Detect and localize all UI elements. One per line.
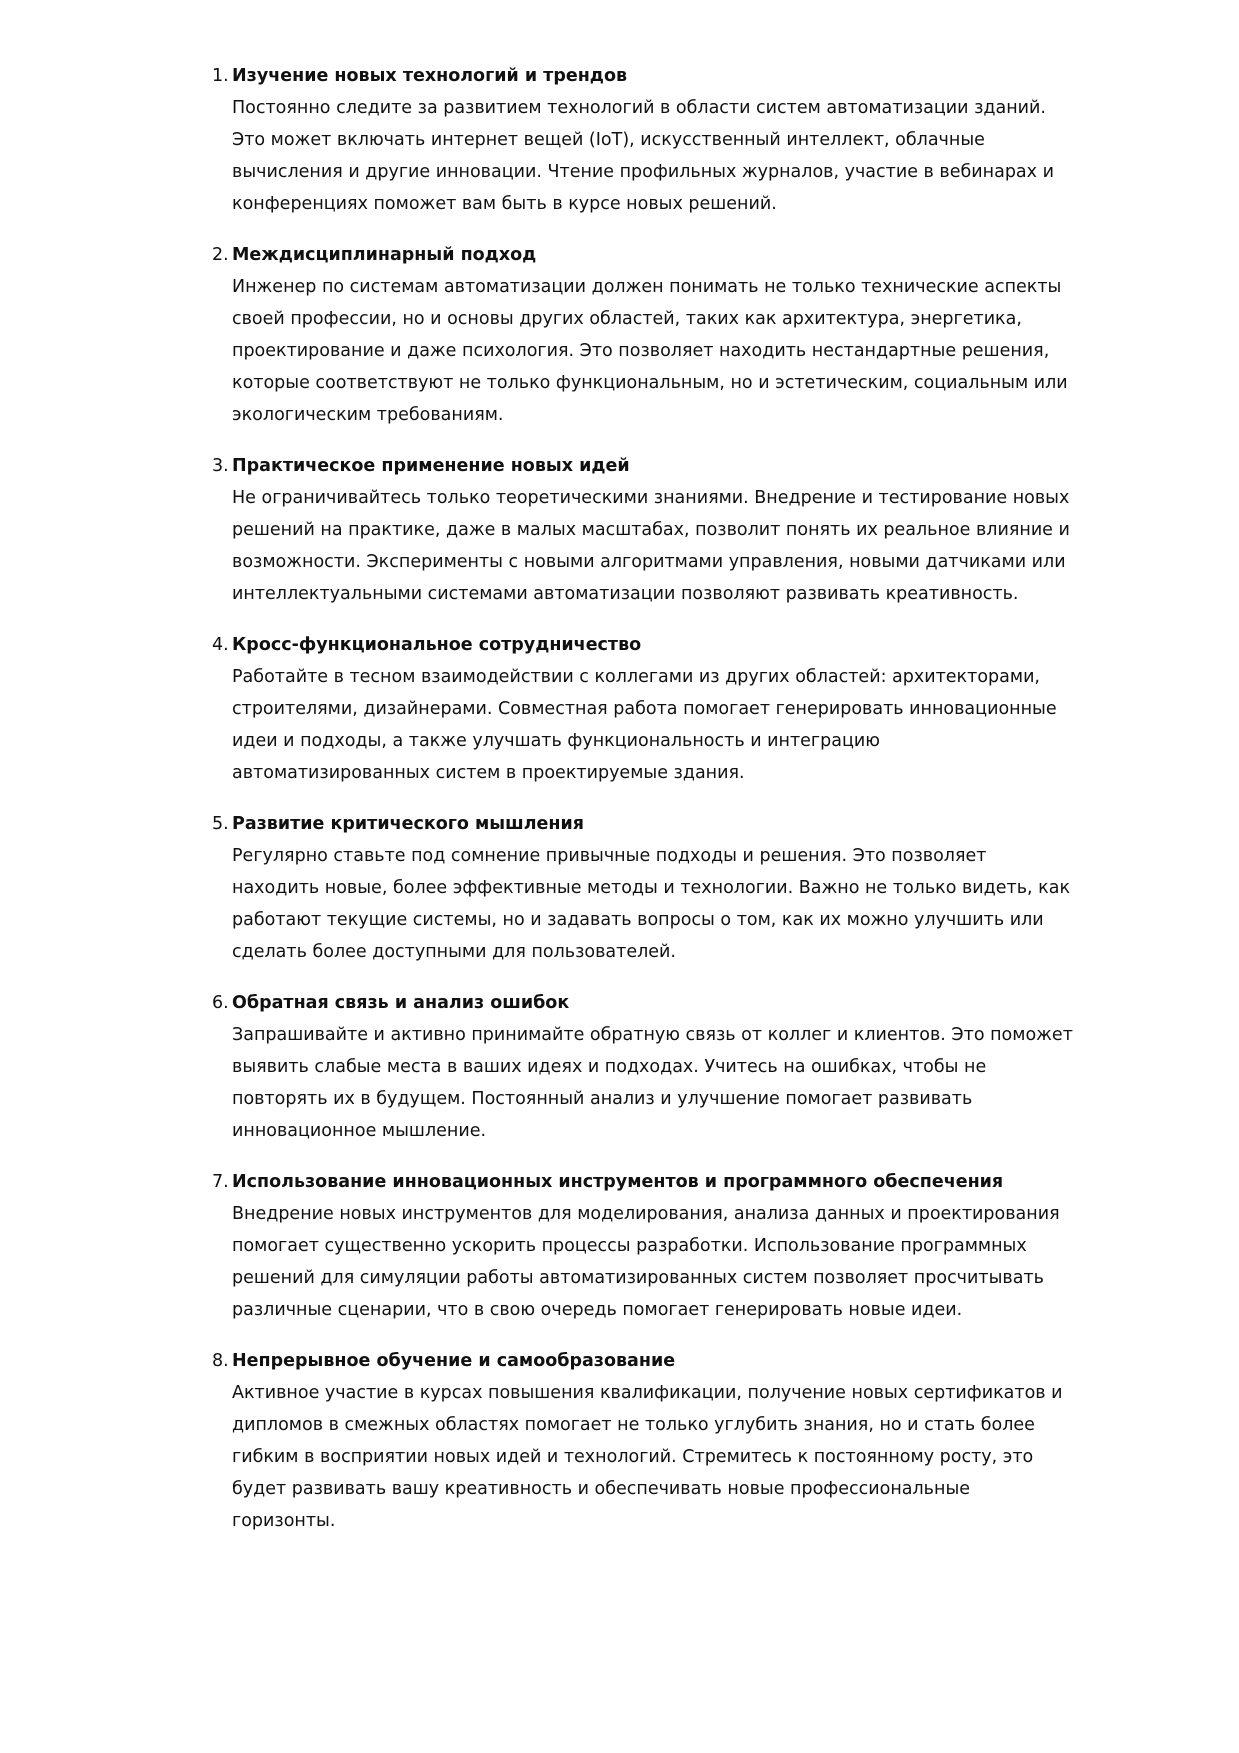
- item-number: 6.: [212, 993, 229, 1013]
- list-item: [196, 1166, 1076, 1326]
- item-text: Постоянно следите за развитием технологий в области систем автоматизации зданий. Это может включать интернет вещей (IoT), искусственный интеллект, облачные вычисления и другие инновации. Чтение профильных журналов, участие в вебинарах и конференциях поможет вам быть в курсе новых решений.: [232, 98, 1054, 214]
- list-item: [196, 1345, 1076, 1537]
- item-title: Использование инновационных инструментов и программного обеспечения: [232, 1172, 1004, 1192]
- list-item: [196, 629, 1076, 789]
- list-item: [196, 239, 1076, 431]
- item-title: Непрерывное обучение и самообразование: [232, 1351, 676, 1371]
- list-item: [196, 808, 1076, 968]
- item-text: Внедрение новых инструментов для моделирования, анализа данных и проектирования помогает существенно ускорить процессы разработки. Использование программных решений для симуляции работы автоматизированных систем позволяет просчитывать различные сценарии, что в свою очередь помогает генерировать новые идеи.: [232, 1204, 1060, 1320]
- item-title: Кросс-функциональное сотрудничество: [232, 635, 642, 655]
- item-text: Работайте в тесном взаимодействии с коллегами из других областей: архитекторами, строителями, дизайнерами. Совместная работа помогает генерировать инновационные идеи и подходы, а также улучшать функциональность и интеграцию автоматизированных систем в проектируемые здания.: [232, 667, 1057, 783]
- item-text: Активное участие в курсах повышения квалификации, получение новых сертификатов и дипломов в смежных областях помогает не только углубить знания, но и стать более гибким в восприятии новых идей и технологий. Стремитесь к постоянному росту, это будет развивать вашу креативность и обеспечивать новые профессиональные горизонты.: [232, 1383, 1063, 1531]
- tips-list: [196, 60, 1076, 1556]
- item-title: Развитие критического мышления: [232, 814, 584, 834]
- item-number: 4.: [212, 635, 229, 655]
- item-title: Изучение новых технологий и трендов: [232, 66, 628, 86]
- list-item: [196, 987, 1076, 1147]
- item-text: Инженер по системам автоматизации должен понимать не только технические аспекты своей профессии, но и основы других областей, таких как архитектура, энергетика, проектирование и даже психология. Это позволяет находить нестандартные решения, которые соответствуют не только функциональным, но и эстетическим, социальным или экологическим требованиям.: [232, 277, 1068, 425]
- item-number: 1.: [212, 66, 229, 86]
- list-item: [196, 60, 1076, 220]
- item-text: Не ограничивайтесь только теоретическими знаниями. Внедрение и тестирование новых решений на практике, даже в малых масштабах, позволит понять их реальное влияние и возможности. Эксперименты с новыми алгоритмами управления, новыми датчиками или интеллектуальными системами автоматизации позволяют развивать креативность.: [232, 488, 1070, 604]
- item-title: Междисциплинарный подход: [232, 245, 537, 265]
- item-title: Обратная связь и анализ ошибок: [232, 993, 570, 1013]
- item-number: 5.: [212, 814, 229, 834]
- item-number: 2.: [212, 245, 229, 265]
- item-text: Регулярно ставьте под сомнение привычные подходы и решения. Это позволяет находить новые, более эффективные методы и технологии. Важно не только видеть, как работают текущие системы, но и задавать вопросы о том, как их можно улучшить или сделать более доступными для пользователей.: [232, 846, 1071, 962]
- item-number: 3.: [212, 456, 229, 476]
- item-title: Практическое применение новых идей: [232, 456, 630, 476]
- item-text: Запрашивайте и активно принимайте обратную связь от коллег и клиентов. Это поможет выявить слабые места в ваших идеях и подходах. Учитесь на ошибках, чтобы не повторять их в будущем. Постоянный анализ и улучшение помогает развивать инновационное мышление.: [232, 1025, 1073, 1141]
- item-number: 8.: [212, 1351, 229, 1371]
- list-item: [196, 450, 1076, 610]
- item-number: 7.: [212, 1172, 229, 1192]
